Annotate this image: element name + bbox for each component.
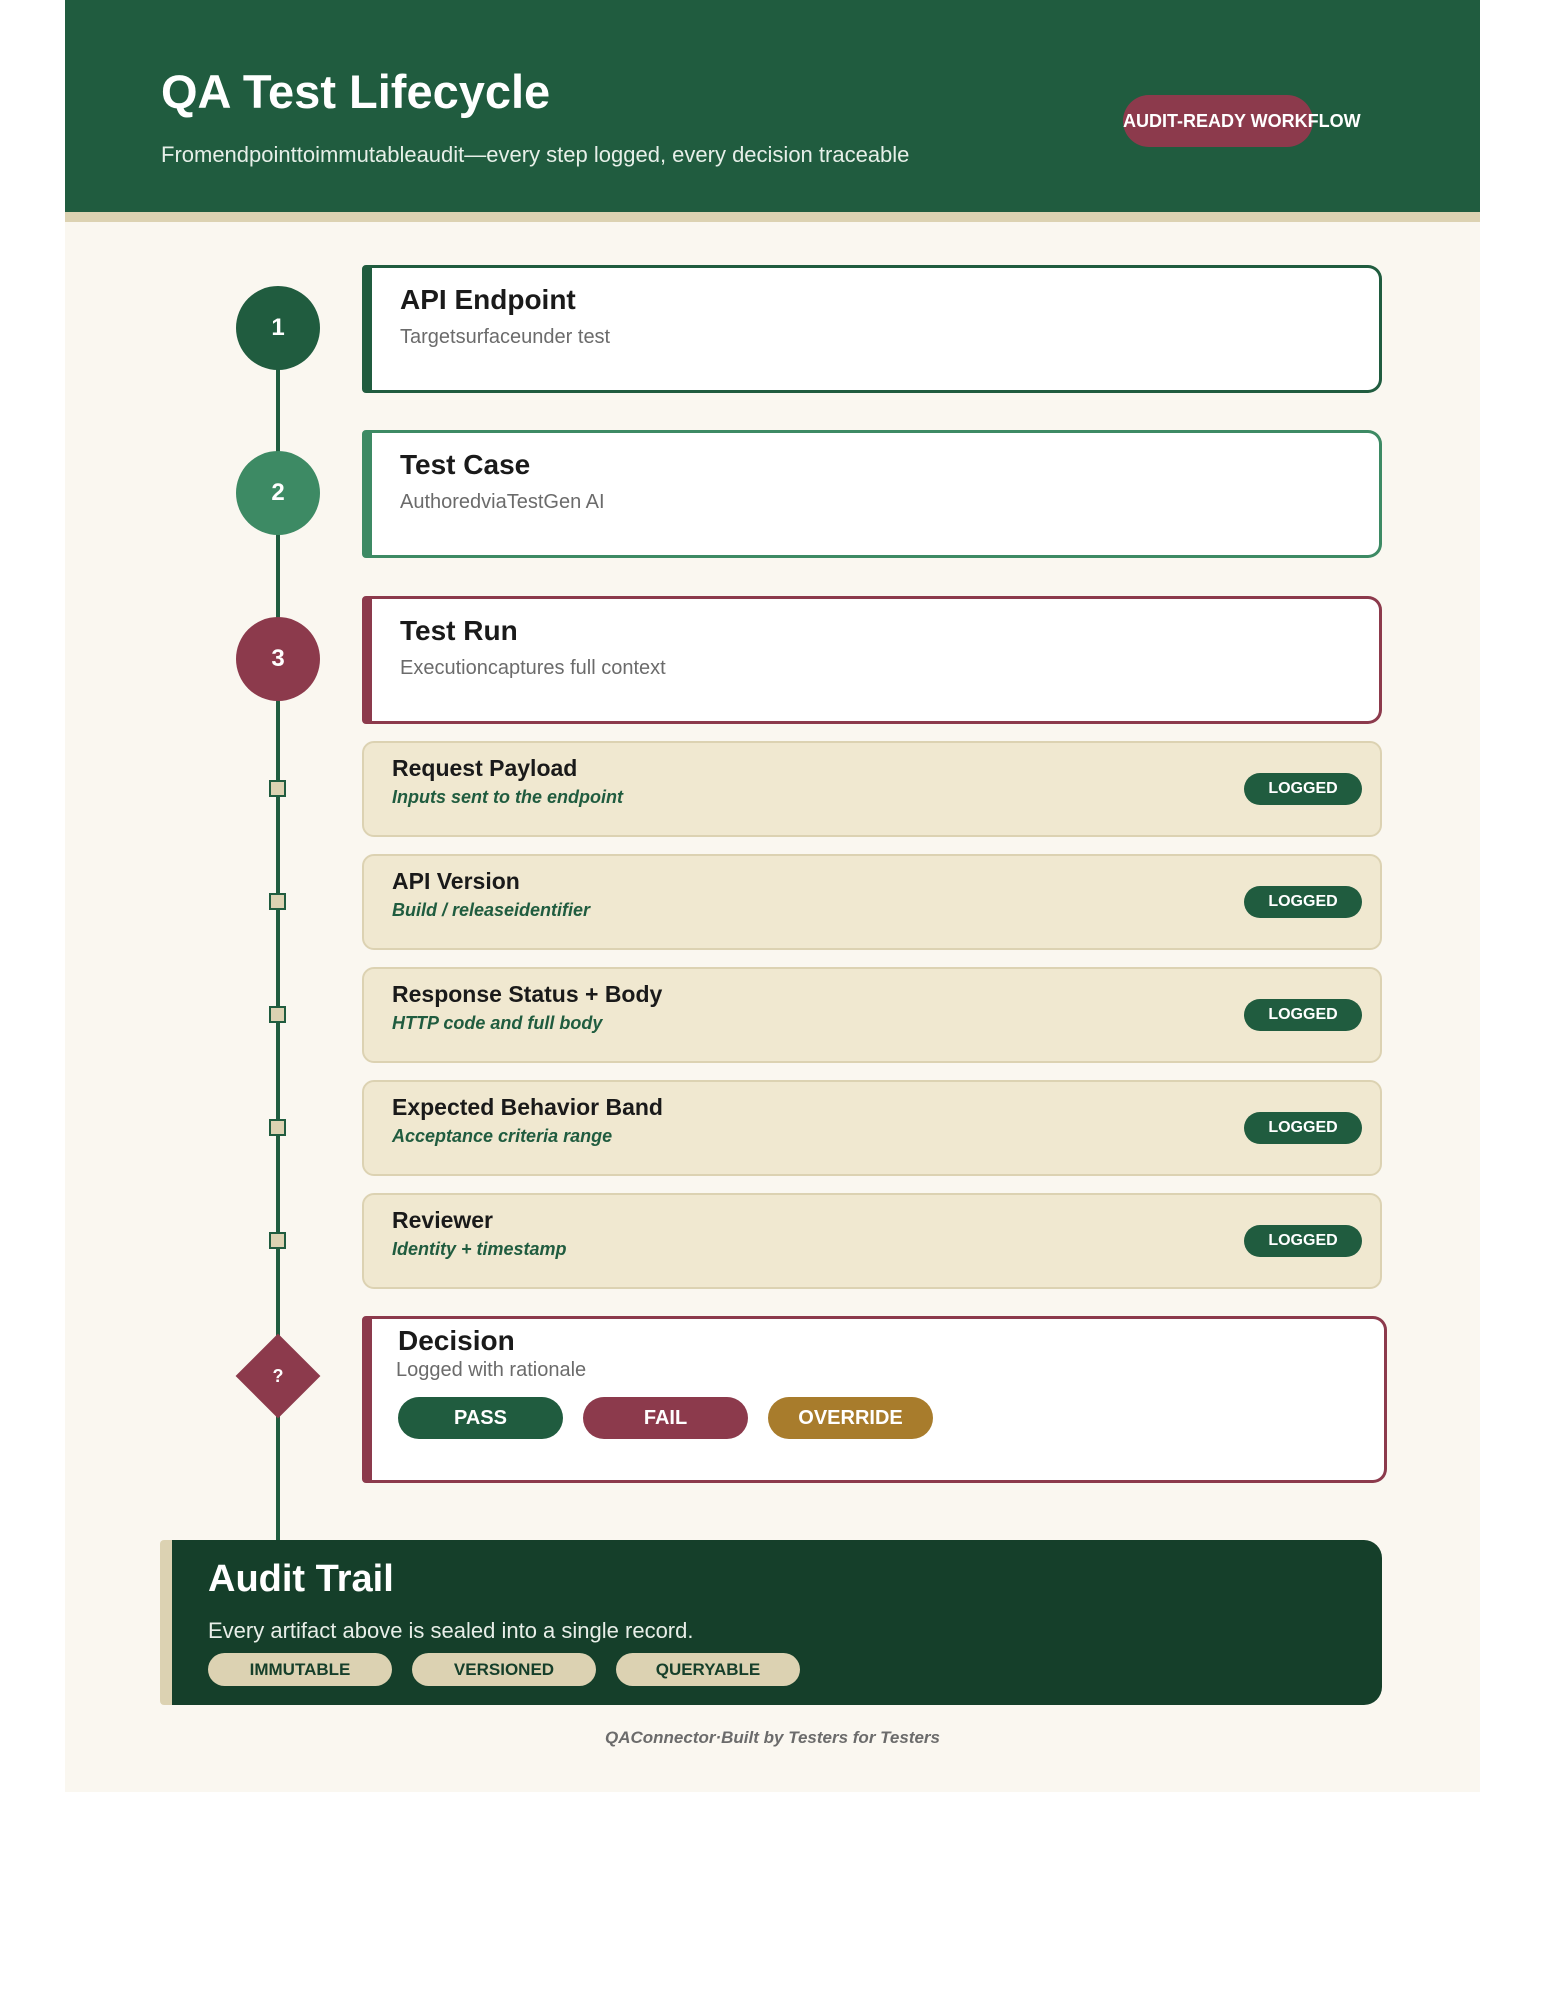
step-card-api-endpoint: [362, 265, 1382, 393]
workflow-badge: AUDIT-READY WORKFLOW: [1123, 95, 1313, 147]
timeline-tick: [269, 893, 286, 910]
logged-item-response-status: [362, 967, 1382, 1063]
override-button[interactable]: OVERRIDE: [768, 1397, 933, 1439]
logged-badge: LOGGED: [1244, 886, 1362, 918]
header-divider: [65, 212, 1480, 222]
logged-badge: LOGGED: [1244, 1112, 1362, 1144]
timeline-tick: [269, 1006, 286, 1023]
decision-title: Decision: [398, 1325, 515, 1356]
step-card-test-run: [362, 596, 1382, 724]
logged-item-desc: Identity + timestamp: [392, 1239, 567, 1259]
audit-tag-queryable: QUERYABLE: [616, 1653, 800, 1686]
logged-item-api-version: [362, 854, 1382, 950]
step-subtitle: AuthoredviaTestGen AI: [400, 491, 605, 513]
logged-item-title: API Version: [392, 868, 520, 894]
step-card-test-case: [362, 430, 1382, 558]
audit-trail-panel: [160, 1540, 1382, 1705]
logged-item-desc: Acceptance criteria range: [392, 1126, 613, 1146]
logged-item-request-payload: [362, 741, 1382, 837]
audit-tag-immutable: IMMUTABLE: [208, 1653, 392, 1686]
fail-button[interactable]: FAIL: [583, 1397, 748, 1439]
logged-item-reviewer: [362, 1193, 1382, 1289]
pass-button[interactable]: PASS: [398, 1397, 563, 1439]
footer-credit: QAConnector·Built by Testers for Testers: [604, 1728, 941, 1747]
page: [65, 0, 1480, 1792]
decision-marker: ?: [272, 1366, 284, 1386]
timeline-tick: [269, 780, 286, 797]
logged-badge: LOGGED: [1244, 1225, 1362, 1257]
logged-item-expected-behavior: [362, 1080, 1382, 1176]
header: [65, 0, 1480, 212]
step-title: API Endpoint: [400, 284, 576, 315]
logged-item-desc: HTTP code and full body: [392, 1013, 603, 1033]
logged-badge: LOGGED: [1244, 773, 1362, 805]
step-subtitle: Targetsurfaceunder test: [400, 326, 611, 348]
audit-subtitle: Every artifact above is sealed into a single record.: [208, 1618, 694, 1643]
logged-item-desc: Build / releaseidentifier: [392, 900, 591, 920]
logged-badge: LOGGED: [1244, 999, 1362, 1031]
audit-tag-versioned: VERSIONED: [412, 1653, 596, 1686]
step-node-1: 1: [236, 286, 320, 370]
logged-item-title: Request Payload: [392, 755, 578, 781]
page-title: QA Test Lifecycle: [161, 65, 551, 118]
logged-item-desc: Inputs sent to the endpoint: [392, 787, 623, 807]
step-title: Test Run: [400, 615, 518, 646]
page-subtitle: Fromendpointtoimmutableaudit—every step logged, every decision traceable: [161, 142, 910, 167]
step-node-3: 3: [236, 617, 320, 701]
logged-item-title: Expected Behavior Band: [392, 1094, 663, 1120]
step-title: Test Case: [400, 449, 531, 480]
decision-subtitle: Logged with rationale: [396, 1359, 587, 1381]
audit-title: Audit Trail: [208, 1558, 394, 1600]
logged-item-title: Response Status + Body: [392, 981, 663, 1007]
timeline-tick: [269, 1232, 286, 1249]
step-node-2: 2: [236, 451, 320, 535]
step-subtitle: Executioncaptures full context: [400, 657, 666, 679]
logged-item-title: Reviewer: [392, 1207, 494, 1233]
decision-card: [362, 1316, 1387, 1483]
timeline-tick: [269, 1119, 286, 1136]
